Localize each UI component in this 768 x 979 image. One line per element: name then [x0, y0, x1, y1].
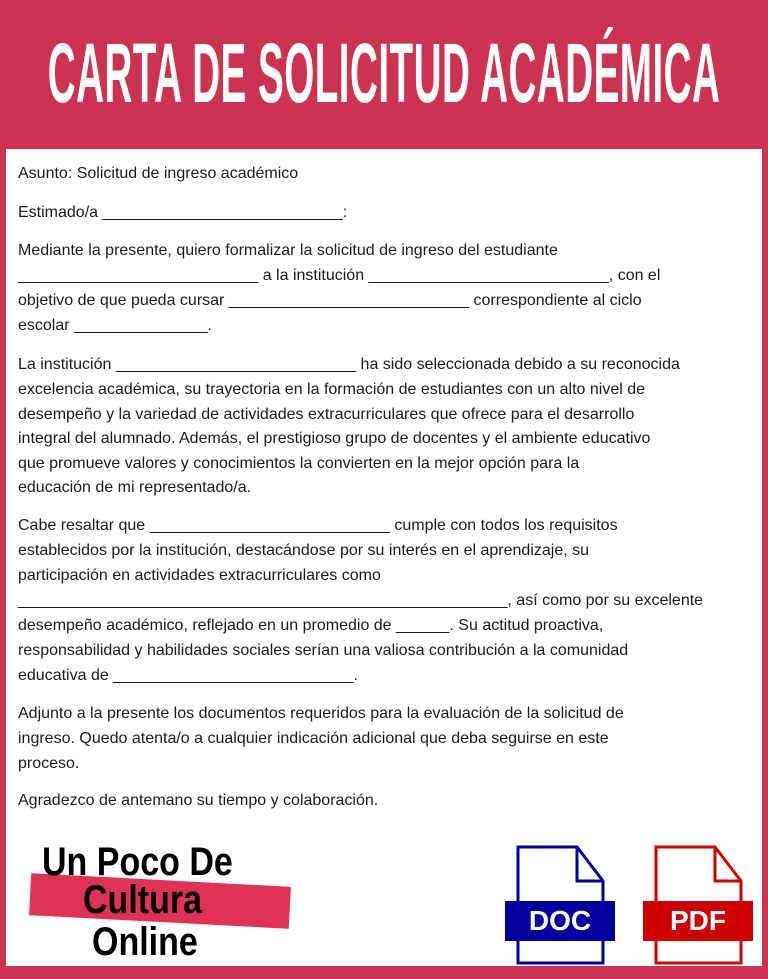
letter-line: Estimado/a ___________________________:	[18, 204, 348, 221]
letter-line: establecidos por la institución, destacándose por su interés en el aprendizaje, su	[18, 542, 590, 559]
logo-line-2: Cultura	[83, 878, 202, 922]
letter-line: proceso.	[18, 755, 80, 772]
letter-line: desempeño académico, reflejado en un promedio de ______. Su actitud proactiva,	[18, 617, 604, 634]
letter-line: educativa de ___________________________.	[18, 667, 358, 684]
letter-line: educación de mi representado/a.	[18, 479, 252, 496]
letter-line: desempeño y la variedad de actividades extracurriculares que ofrece para el desarrollo	[18, 406, 635, 423]
letter-line: escolar _______________.	[18, 317, 212, 334]
letter-line: ___________________________ a la institución ___________________________, con el	[18, 267, 661, 284]
letter-line: Asunto: Solicitud de ingreso académico	[18, 165, 299, 182]
logo-line-3: Online	[92, 920, 198, 964]
letter-line: Agradezco de antemano su tiempo y colaboración.	[18, 792, 379, 809]
letter-line: Adjunto a la presente los documentos requeridos para la evaluación de la solicitud de	[18, 705, 624, 722]
letter-line: objetivo de que pueda cursar ___________________________ correspondiente al ciclo	[18, 292, 642, 309]
letter-line: ingreso. Quedo atenta/o a cualquier indicación adicional que deba seguirse en este	[18, 730, 609, 747]
letter-line: responsabilidad y habilidades sociales serían una valiosa contribución a la comunidad	[18, 642, 629, 659]
letter-line: participación en actividades extracurriculares como	[18, 567, 381, 584]
pdf-label: PDF	[643, 901, 753, 941]
letter-line: Mediante la presente, quiero formalizar la solicitud de ingreso del estudiante	[18, 242, 558, 259]
header-banner	[0, 0, 768, 146]
letter-line: integral del alumnado. Además, el prestigioso grupo de docentes y el ambiente educativo	[18, 430, 651, 447]
letter-line: que promueve valores y conocimientos la convierten en la mejor opción para la	[18, 455, 580, 472]
letter-line: _______________________________________________________, así como por su excelente	[18, 592, 704, 609]
doc-label: DOC	[505, 901, 615, 941]
page-title: CARTA DE SOLICITUD ACADÉMICA	[47, 25, 721, 120]
logo-line-1: Un Poco De	[42, 840, 233, 884]
download-doc-button[interactable]	[515, 845, 615, 965]
letter-line: Cabe resaltar que ___________________________ cumple con todos los requisitos	[18, 517, 618, 534]
letter-line: excelencia académica, su trayectoria en la formación de estudiantes con un alto nivel de	[18, 381, 646, 398]
letter-line: La institución ___________________________ ha sido seleccionada debido a su reconocida	[18, 356, 680, 373]
site-logo	[28, 840, 298, 970]
download-pdf-button[interactable]	[653, 845, 753, 965]
